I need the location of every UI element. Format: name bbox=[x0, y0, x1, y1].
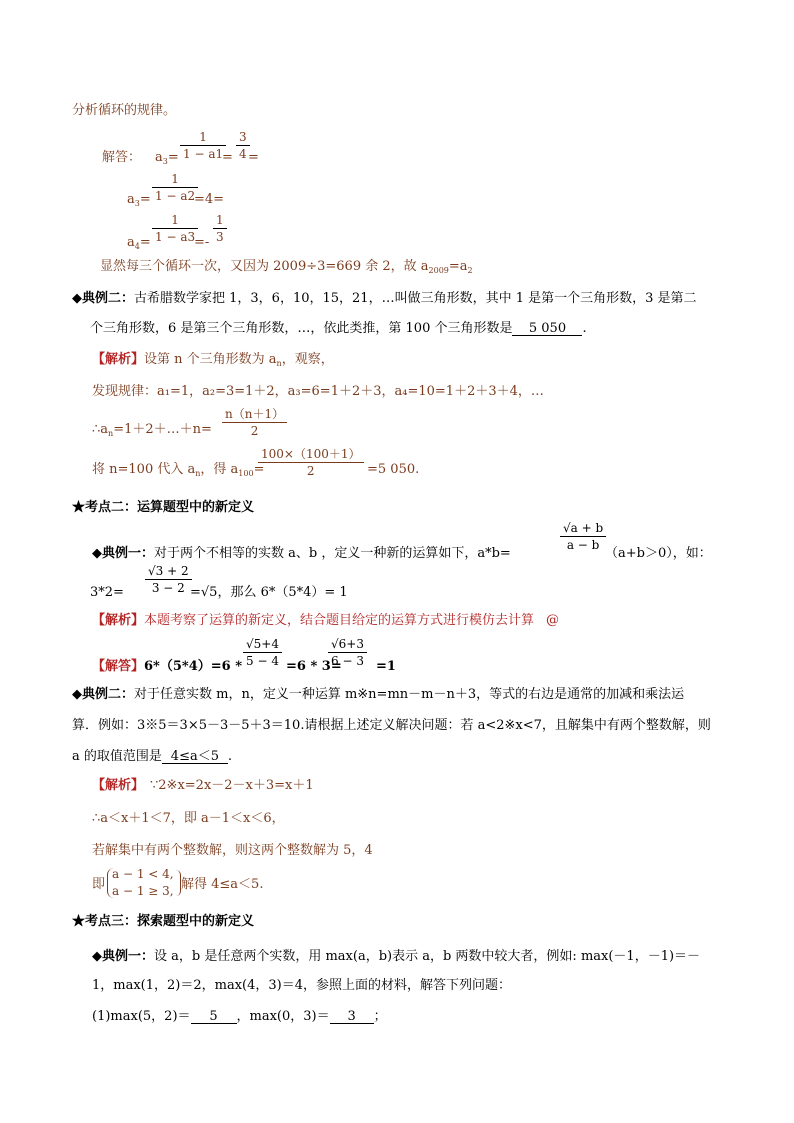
example-2-2-analysis-2: ∴a＜x＋1＜7，即 a－1＜x＜6， bbox=[92, 811, 285, 826]
example-2-analysis-4: 将 n=100 代入 $a_n$，得 $a_{100}=$ bbox=[92, 462, 265, 478]
answer-label: 解答： bbox=[102, 150, 142, 165]
example-3-1-answer-2: 3 bbox=[330, 1010, 374, 1024]
section-2-title: ★考点二：运算题型中的新定义 bbox=[72, 500, 255, 515]
example-2-analysis-1: 【解析】设第 n 个三角形数为 $a_n$，观察， bbox=[92, 352, 334, 368]
example-2-1-frac-1: $\frac{√5+4}{5 - 4}$ bbox=[243, 638, 282, 667]
a3-line-2: $a_3=$ bbox=[127, 192, 151, 208]
example-2-analysis-3: $\therefore a_n=1+2+\dots+n=$ bbox=[92, 422, 212, 438]
example-2-substitution: $\frac{100\times(100+1)}{2}$ bbox=[258, 448, 364, 477]
example-2-1-solution-b: =6 * 3= bbox=[286, 659, 342, 674]
example-2-1-example: $\frac{√3 + 2}{3 - 2}$ bbox=[145, 565, 192, 594]
a4-value: $\frac{1}{3}$ bbox=[213, 214, 227, 243]
example-2-1-frac-2: $\frac{√6+3}{6 - 3}$ bbox=[328, 638, 367, 667]
section-3-title: ★考点三：探索题型中的新定义 bbox=[72, 914, 255, 929]
example-2-2-analysis-4b: 解得 4≤a＜5. bbox=[181, 877, 264, 892]
a3-value: $\frac{3}{4}$ bbox=[236, 131, 250, 160]
a4-fraction: $\frac{1}{1 - a3}$ bbox=[152, 214, 198, 243]
a4-neg: =- bbox=[194, 235, 210, 250]
example-3-1-line-1: ◆典例一：设 a，b 是任意两个实数，用 max(a，b)表示 a，b 两数中较大者，例如: max(－1，－1)＝－ bbox=[92, 949, 701, 964]
example-2-2-analysis-4a: 即 bbox=[92, 877, 106, 892]
example-2-2-analysis-3: 若解集中有两个整数解，则这两个整数解为 5，4 bbox=[92, 843, 373, 858]
example-2-analysis-2: 发现规律：a₁=1，a₂=3=1＋2，a₃=6=1＋2＋3，a₄=10=1＋2＋3＋4，… bbox=[92, 384, 544, 399]
example-2-1-definition: $\frac{√a + b}{a - b}$ bbox=[560, 522, 606, 551]
text-intro: 分析循环的规律。 bbox=[72, 103, 177, 118]
example-3-1-answer-1: 5 bbox=[191, 1010, 237, 1024]
example-2-line-1: ◆典例二：古希腊数学家把 1，3，6，10，15，21，…叫做三角形数，其中 1 是第一个三角形数，3 是第二 bbox=[72, 291, 697, 306]
example-2-line-2: 个三角形数，6 是第三个三角形数，…，依此类推，第 100 个三角形数是 5 050 . bbox=[90, 321, 587, 336]
a4-line: $a_4=$ bbox=[127, 235, 151, 251]
a3-fraction: $\frac{1}{1 - a1}$ bbox=[180, 131, 226, 160]
example-2-2-line-2: 算．例如：3※5＝3×5－3－5＋3＝10.请根据上述定义解决问题：若 a<2※x<7，且解集中有两个整数解，则 bbox=[72, 718, 711, 733]
system-eq-2: a − 1 ≥ 3, bbox=[112, 884, 174, 898]
example-2-1-solution-a: 【解答】6*（5*4）=6 * bbox=[92, 659, 243, 674]
example-2-1-line-1: ◆典例一：对于两个不相等的实数 a、b ，定义一种新的运算如下，a*b= bbox=[92, 546, 511, 561]
example-2-2-line-1: ◆典例二：对于任意实数 m，n，定义一种运算 m※n=mn－m－n＋3，等式的右边是通常的加减和乘法运 bbox=[72, 687, 685, 702]
example-2-1-analysis: 【解析】本题考察了运算的新定义，结合题目给定的运算方式进行模仿去计算 @ bbox=[92, 613, 560, 628]
cycle-conclusion: 显然每三个循环一次，又因为 2009÷3=669 余 2，故 $a_{2009}=a_2$ bbox=[100, 259, 473, 275]
example-2-2-analysis-1: 【解析】 ∵2※x=2x－2－x＋3=x＋1 bbox=[92, 778, 314, 793]
a3-eq: = bbox=[222, 150, 233, 165]
example-2-2-answer: 4≤a＜5 bbox=[162, 750, 228, 764]
a3-fraction-2: $\frac{1}{1 - a2}$ bbox=[152, 173, 198, 202]
system-eq-1: a − 1 < 4, bbox=[112, 867, 174, 881]
example-3-1-line-2: 1，max(1，2)＝2，max(4，3)＝4，参照上面的材料，解答下列问题： bbox=[92, 978, 512, 993]
example-2-result: =5 050. bbox=[367, 462, 420, 477]
example-2-answer: 5 050 bbox=[512, 322, 582, 336]
example-2-1-solution-c: =1 bbox=[376, 659, 396, 674]
a3-value-2: =4= bbox=[194, 192, 225, 207]
example-2-1-condition: （a+b＞0），如： bbox=[605, 546, 712, 561]
a3-line: $a_3=$ bbox=[155, 150, 179, 166]
example-2-1-line-2a: 3*2= bbox=[90, 585, 124, 600]
a3-eq-end: = bbox=[248, 150, 259, 165]
example-2-formula: $\frac{n(n+1)}{2}$ bbox=[222, 408, 287, 437]
example-2-2-line-3: a 的取值范围是 4≤a＜5 . bbox=[72, 749, 233, 764]
example-3-1-line-3: (1)max(5，2)＝ 5 ，max(0，3)＝ 3 ； bbox=[92, 1009, 387, 1024]
example-2-1-line-2b: =√5，那么 6*（5*4）= 1 bbox=[190, 585, 348, 600]
